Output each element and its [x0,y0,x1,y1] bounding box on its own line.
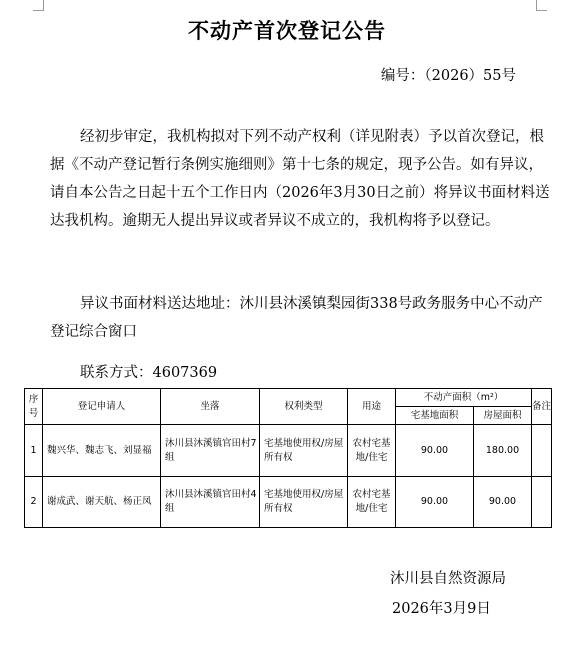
cell-right-type: 宅基地使用权/房屋所有权 [260,477,348,528]
header-remark: 备注 [532,389,552,425]
header-area-group: 不动产面积（m²） [396,389,532,407]
cell-seq: 1 [25,425,43,477]
header-applicant: 登记申请人 [43,389,161,425]
cell-remark [532,477,552,528]
issue-date: 2026年3月9日 [392,601,491,617]
cell-house-area: 180.00 [474,425,532,477]
cell-location: 沐川县沐溪镇官田村7组 [161,425,260,477]
table-row [25,425,552,477]
cell-land-area: 90.00 [396,425,474,477]
contact-line: 联系方式：4607369 [80,365,218,381]
header-seq: 序号 [25,389,43,425]
cell-land-area: 90.00 [396,477,474,528]
page-title: 不动产首次登记公告 [188,18,386,43]
cell-applicant: 谢成武、谢天航、杨正凤 [43,477,161,528]
announcement-paragraph: 经初步审定，我机构拟对下列不动产权利（详见附表）予以首次登记，根据《不动产登记暂行条例实施细则》第十七条的规定，现予公告。如有异议，请自本公告之日起十五个工作日内（2026年3月30日之前）将异议书面材料送达我机构。逾期无人提出异议或者异议不成立的，我机构将予以登记。 [50,129,550,229]
registration-table [24,388,552,528]
header-house-area: 房屋面积 [474,407,532,425]
document-number: 编号：（2026）55号 [380,68,516,84]
cell-right-type: 宅基地使用权/房屋所有权 [260,425,348,477]
cell-usage: 农村宅基地/住宅 [348,477,396,528]
header-right-type: 权利类型 [260,389,348,425]
cell-applicant: 魏兴华、魏志飞、刘显福 [43,425,161,477]
page-corner-mark-left [33,0,44,11]
cell-usage: 农村宅基地/住宅 [348,425,396,477]
page-corner-mark-right [536,0,547,11]
cell-seq: 2 [25,477,43,528]
table-row [25,477,552,528]
header-usage: 用途 [348,389,396,425]
header-location: 坐落 [161,389,260,425]
cell-house-area: 90.00 [474,477,532,528]
issuing-agency: 沐川县自然资源局 [390,571,506,587]
objection-address-paragraph: 异议书面材料送达地址：沐川县沐溪镇梨园街338号政务服务中心不动产登记综合窗口 [50,296,543,340]
header-land-area: 宅基地面积 [396,407,474,425]
cell-location: 沐川县沐溪镇官田村4组 [161,477,260,528]
cell-remark [532,425,552,477]
